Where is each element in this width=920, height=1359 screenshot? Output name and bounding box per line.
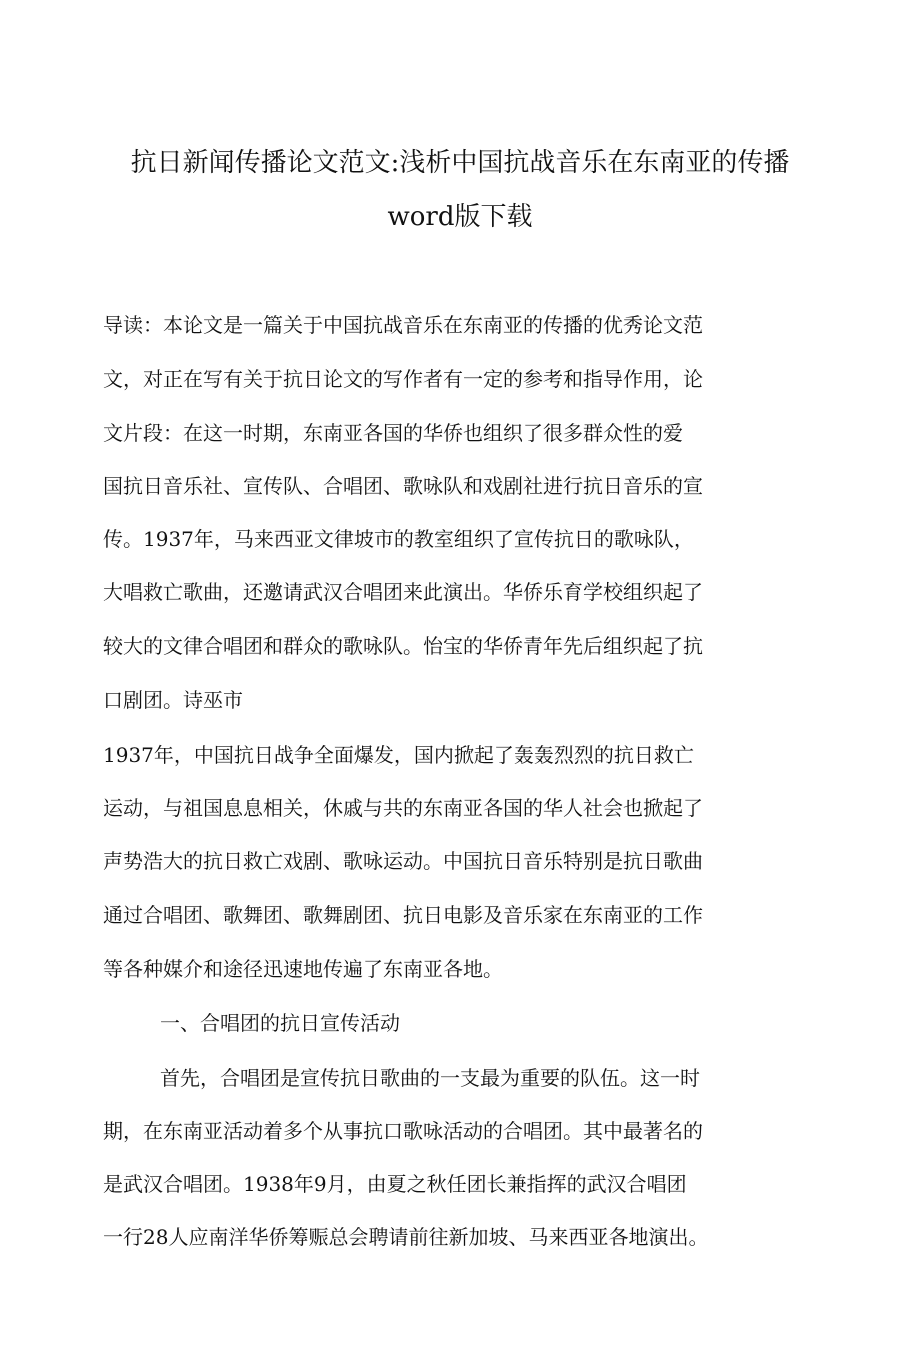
body-text-line: 传。1937年，马来西亚文律坡市的教室组织了宣传抗日的歌咏队， [103, 527, 694, 551]
document-title-line-1: 抗日新闻传播论文范文:浅析中国抗战音乐在东南亚的传播 [130, 148, 790, 178]
document-title-line-2: word版下载 [387, 202, 533, 232]
body-text-line: 首先，合唱团是宣传抗日歌曲的一支最为重要的队伍。这一时 [160, 1066, 700, 1090]
body-text-line: 是武汉合唱团。1938年9月，由夏之秋任团长兼指挥的武汉合唱团 [103, 1172, 687, 1196]
body-text-line: 1937年，中国抗日战争全面爆发，国内掀起了轰轰烈烈的抗日救亡 [103, 743, 694, 767]
body-text-line: 导读：本论文是一篇关于中国抗战音乐在东南亚的传播的优秀论文范 [103, 313, 703, 337]
body-text-line: 大唱救亡歌曲，还邀请武汉合唱团来此演出。华侨乐育学校组织起了 [103, 580, 703, 604]
body-text-line: 文，对正在写有关于抗日论文的写作者有一定的参考和指导作用，论 [103, 367, 703, 391]
body-text-line: 一行28人应南洋华侨筹赈总会聘请前往新加坡、马来西亚各地演出。 [103, 1225, 709, 1249]
body-text-line: 较大的文律合唱团和群众的歌咏队。怡宝的华侨青年先后组织起了抗 [103, 634, 703, 658]
body-text-line: 口剧团。诗巫市 [103, 688, 243, 712]
body-text-line: 声势浩大的抗日救亡戏剧、歌咏运动。中国抗日音乐特别是抗日歌曲 [103, 849, 703, 873]
body-text-line: 国抗日音乐社、宣传队、合唱团、歌咏队和戏剧社进行抗日音乐的宣 [103, 474, 703, 498]
body-text-line: 通过合唱团、歌舞团、歌舞剧团、抗日电影及音乐家在东南亚的工作 [103, 903, 703, 927]
body-text-line: 运动，与祖国息息相关，休戚与共的东南亚各国的华人社会也掀起了 [103, 796, 703, 820]
body-text-line: 文片段：在这一时期，东南亚各国的华侨也组织了很多群众性的爱 [103, 421, 683, 445]
body-text-line: 等各种媒介和途径迅速地传遍了东南亚各地。 [103, 957, 503, 981]
body-text-line: 期，在东南亚活动着多个从事抗口歌咏活动的合唱团。其中最著名的 [103, 1119, 703, 1143]
section-heading: 一、合唱团的抗日宣传活动 [160, 1011, 400, 1035]
